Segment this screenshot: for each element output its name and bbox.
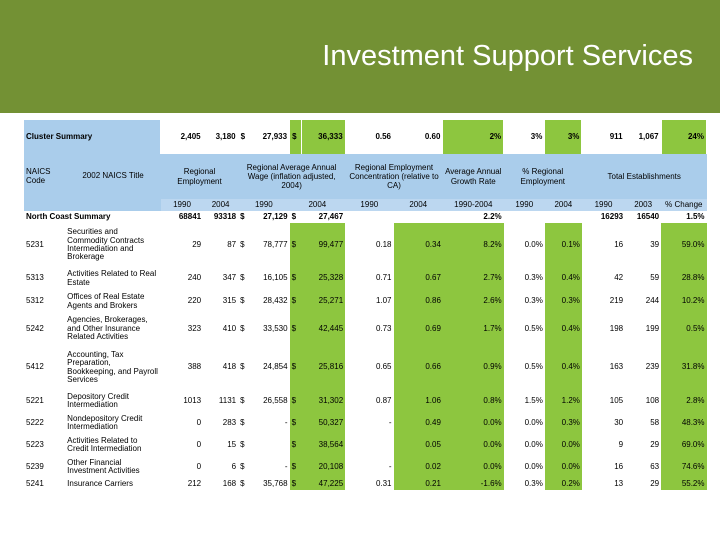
cluster-cell: 3% <box>504 120 545 154</box>
year-label: 1990 <box>161 199 203 211</box>
cell-es03: 199 <box>645 323 660 333</box>
summary-cell: 27,467 <box>318 211 344 221</box>
cluster-cell: $ <box>290 120 302 154</box>
cell-p04: 0.4% <box>545 345 582 390</box>
cell-code: 5239 <box>26 461 44 471</box>
cluster-cell: 24% <box>661 120 706 154</box>
cell-s1: $ <box>240 296 245 306</box>
cell-e04: 1131 <box>218 395 237 405</box>
cell-ch: 31.8% <box>661 345 706 390</box>
cell-es90: 42 <box>614 273 624 283</box>
year-label: % Change <box>661 199 706 211</box>
header-avg-wage: Regional Average Annual Wage (inflation adjusted, 2004) <box>238 154 345 199</box>
title-banner <box>0 0 720 113</box>
table-row <box>24 390 707 412</box>
summary-cell: 16293 <box>600 211 624 221</box>
header-naics-title: 2002 NAICS Title <box>65 154 161 199</box>
cell-c90 <box>345 434 393 456</box>
cell-es03: 29 <box>650 478 660 488</box>
cell-s2: $ <box>290 412 302 434</box>
cell-p90: 0.5% <box>524 323 543 333</box>
cell-code: 5223 <box>26 439 44 449</box>
cell-e04: 283 <box>222 417 237 427</box>
cell-title: Activities Related to Credit Intermediation <box>67 435 142 453</box>
cell-p04: 0.0% <box>545 456 582 478</box>
cell-c04: 1.06 <box>394 390 443 412</box>
cell-s2: $ <box>290 478 302 490</box>
summary-cell: 93318 <box>213 211 237 221</box>
cell-code: 5222 <box>26 417 44 427</box>
cell-gr: 1.7% <box>443 313 504 345</box>
cell-ch: 69.0% <box>661 434 706 456</box>
cluster-cell: 0.60 <box>394 120 443 154</box>
cell-e90: 1013 <box>183 395 202 405</box>
cell-c90: 0.71 <box>375 273 392 283</box>
cell-es90: 198 <box>609 323 624 333</box>
cell-c04: 0.02 <box>394 456 443 478</box>
cell-es03: 244 <box>645 296 660 306</box>
summary-cell: $ <box>291 211 297 221</box>
header-concentration: Regional Employment Concentration (relative to CA) <box>345 154 443 199</box>
cell-s1: $ <box>240 395 245 405</box>
cell-ch: 0.5% <box>661 313 706 345</box>
data-table-container <box>24 120 707 490</box>
cell-c04: 0.34 <box>394 223 443 267</box>
cell-ch: 74.6% <box>661 456 706 478</box>
cell-es03: 108 <box>645 395 660 405</box>
cell-p90: 0.0% <box>524 417 543 427</box>
cell-s2: $ <box>290 434 302 456</box>
cell-ch: 28.8% <box>661 267 706 290</box>
cell-e04: 168 <box>222 478 237 488</box>
cell-c90: - <box>388 417 392 427</box>
cell-c04: 0.21 <box>394 478 443 490</box>
cell-p04: 0.4% <box>545 267 582 290</box>
cell-title: Insurance Carriers <box>67 478 133 488</box>
cell-w90: 24,854 <box>263 362 288 372</box>
cell-s2: $ <box>290 223 302 267</box>
cell-w90: 35,768 <box>263 478 288 488</box>
cell-c04: 0.69 <box>394 313 443 345</box>
table-row <box>24 290 707 313</box>
cell-e90: 323 <box>187 323 202 333</box>
year-label: 1990 <box>504 199 545 211</box>
cluster-cell: 0.56 <box>345 120 393 154</box>
cell-s2: $ <box>290 390 302 412</box>
cell-s2: $ <box>290 456 302 478</box>
north-coast-summary-row <box>24 211 707 223</box>
year-label: 2004 <box>290 199 346 211</box>
cell-code: 5312 <box>26 296 44 306</box>
cell-es03: 63 <box>650 461 660 471</box>
year-label: 1990 <box>345 199 393 211</box>
cell-w04: 25,816 <box>302 345 345 390</box>
table-row <box>24 456 707 478</box>
cell-e90: 212 <box>187 478 202 488</box>
cell-title: Agencies, Brokerages, and Other Insurance Related Activities <box>67 315 148 342</box>
header-regional-employment: Regional Employment <box>161 154 238 199</box>
cluster-cell: 3,180 <box>203 120 238 154</box>
cell-s2: $ <box>290 313 302 345</box>
cluster-cell: $ <box>238 120 250 154</box>
cell-p04: 0.0% <box>545 434 582 456</box>
cell-c90: 0.18 <box>375 239 392 249</box>
cell-title: Offices of Real Estate Agents and Brokers <box>67 292 145 310</box>
cell-s1: $ <box>240 478 245 488</box>
cell-w04: 31,302 <box>302 390 345 412</box>
year-label: 1990 <box>582 199 625 211</box>
cell-e04: 347 <box>222 273 237 283</box>
cell-p04: 0.4% <box>545 313 582 345</box>
table-row <box>24 223 707 267</box>
summary-label: North Coast Summary <box>26 211 111 221</box>
cell-code: 5221 <box>26 395 44 405</box>
cell-gr: 2.6% <box>443 290 504 313</box>
cell-s2: $ <box>290 267 302 290</box>
cluster-cell: 2% <box>443 120 504 154</box>
summary-cell: 16540 <box>636 211 660 221</box>
cell-title: Activities Related to Real Estate <box>67 269 157 287</box>
cell-c90: 0.73 <box>375 323 392 333</box>
cell-w04: 99,477 <box>302 223 345 267</box>
cell-gr: 0.9% <box>443 345 504 390</box>
cell-gr: 0.0% <box>443 412 504 434</box>
cell-p90: 0.3% <box>524 273 543 283</box>
cell-s1: $ <box>240 417 245 427</box>
cell-es90: 105 <box>609 395 624 405</box>
table-row <box>24 434 707 456</box>
cell-title: Other Financial Investment Activities <box>67 457 140 475</box>
cell-c04: 0.49 <box>394 412 443 434</box>
cell-c04: 0.86 <box>394 290 443 313</box>
cell-es90: 163 <box>609 362 624 372</box>
cell-e90: 0 <box>196 461 202 471</box>
cell-p04: 1.2% <box>545 390 582 412</box>
cell-code: 5313 <box>26 273 44 283</box>
header-establishments: Total Establishments <box>582 154 707 199</box>
cell-s2: $ <box>290 345 302 390</box>
cell-gr: 2.7% <box>443 267 504 290</box>
cluster-cell: 36,333 <box>302 120 345 154</box>
cluster-cell: 27,933 <box>250 120 289 154</box>
cell-gr: 0.0% <box>443 456 504 478</box>
cell-w90: 33,530 <box>263 323 288 333</box>
cluster-cell: 2,405 <box>161 120 203 154</box>
cell-p90: 0.3% <box>524 478 543 488</box>
cell-e04: 315 <box>222 296 237 306</box>
cell-es90: 16 <box>614 239 624 249</box>
cell-e90: 220 <box>187 296 202 306</box>
cell-es03: 59 <box>650 273 660 283</box>
cell-e04: 87 <box>227 239 237 249</box>
cell-e90: 0 <box>196 439 202 449</box>
cell-w90: 78,777 <box>263 239 288 249</box>
cell-p04: 0.3% <box>545 412 582 434</box>
cell-w04: 38,564 <box>302 434 345 456</box>
cell-p04: 0.2% <box>545 478 582 490</box>
cell-p04: 0.3% <box>545 290 582 313</box>
header-naics-code: NAICS Code <box>24 154 65 199</box>
cell-title: Securities and Commodity Contracts Intermediation and Brokerage <box>67 227 145 262</box>
cell-e90: 29 <box>192 239 202 249</box>
cell-gr: 8.2% <box>443 223 504 267</box>
cell-es90: 13 <box>614 478 624 488</box>
cell-c90: 1.07 <box>375 296 392 306</box>
cell-p04: 0.1% <box>545 223 582 267</box>
year-label: 2004 <box>394 199 443 211</box>
cell-w04: 25,328 <box>302 267 345 290</box>
cell-c04: 0.05 <box>394 434 443 456</box>
year-label: 1990 <box>238 199 289 211</box>
cell-title: Depository Credit Intermediation <box>67 391 129 409</box>
cell-ch: 10.2% <box>661 290 706 313</box>
cluster-label: Cluster Summary <box>24 120 161 154</box>
cell-e04: 418 <box>222 362 237 372</box>
summary-cell: 2.2% <box>483 211 502 221</box>
header-row <box>24 154 707 199</box>
summary-cell: $ <box>240 211 245 221</box>
header-growth-rate: Average Annual Growth Rate <box>443 154 504 199</box>
cell-w04: 50,327 <box>302 412 345 434</box>
cell-es90: 219 <box>609 296 624 306</box>
cell-code: 5231 <box>26 239 44 249</box>
cell-title: Nondepository Credit Intermediation <box>67 413 143 431</box>
cell-c90: - <box>388 461 392 471</box>
cluster-cell: 911 <box>582 120 625 154</box>
cell-c90: 0.87 <box>375 395 392 405</box>
cell-gr: 0.0% <box>443 434 504 456</box>
cell-s2: $ <box>290 290 302 313</box>
cluster-cell: 3% <box>545 120 582 154</box>
cell-w90: 26,558 <box>263 395 288 405</box>
cell-c04: 0.66 <box>394 345 443 390</box>
table-row <box>24 412 707 434</box>
cell-code: 5412 <box>26 362 44 372</box>
cell-ch: 55.2% <box>661 478 706 490</box>
summary-cell: 68841 <box>178 211 202 221</box>
cell-w04: 42,445 <box>302 313 345 345</box>
cell-title: Accounting, Tax Preparation, Bookkeeping, and Payroll Services <box>67 349 158 384</box>
cell-c90: 0.31 <box>375 478 392 488</box>
cell-ch: 48.3% <box>661 412 706 434</box>
cell-s1: $ <box>240 439 245 449</box>
cell-w90: 16,105 <box>263 273 288 283</box>
year-label: 2004 <box>203 199 238 211</box>
cell-w90: - <box>284 417 288 427</box>
cell-p90: 0.5% <box>524 362 543 372</box>
industry-rows <box>24 223 707 490</box>
table-row <box>24 313 707 345</box>
table-row <box>24 345 707 390</box>
cell-es90: 9 <box>618 439 624 449</box>
table-row <box>24 267 707 290</box>
cell-ch: 2.8% <box>661 390 706 412</box>
cell-s1: $ <box>240 461 245 471</box>
cell-w90: 28,432 <box>263 296 288 306</box>
header-pct-regional: % Regional Employment <box>504 154 582 199</box>
cell-gr: 0.8% <box>443 390 504 412</box>
cell-s1: $ <box>240 239 245 249</box>
year-label: 2004 <box>545 199 582 211</box>
year-label: 1990-2004 <box>443 199 504 211</box>
cell-es03: 39 <box>650 239 660 249</box>
cell-e04: 15 <box>227 439 237 449</box>
cell-s1: $ <box>240 362 245 372</box>
cell-p90: 0.0% <box>524 439 543 449</box>
cell-e04: 6 <box>231 461 237 471</box>
cell-p90: 0.0% <box>524 461 543 471</box>
cell-e90: 0 <box>196 417 202 427</box>
cell-es03: 58 <box>650 417 660 427</box>
cell-p90: 1.5% <box>524 395 543 405</box>
cell-p90: 0.0% <box>524 239 543 249</box>
cell-c90: 0.65 <box>375 362 392 372</box>
summary-cell: 1.5% <box>686 211 705 221</box>
year-row <box>24 199 707 211</box>
cell-p90: 0.3% <box>524 296 543 306</box>
cell-c04: 0.67 <box>394 267 443 290</box>
summary-cell: 27,129 <box>263 211 288 221</box>
table-row <box>24 478 707 490</box>
cell-s1: $ <box>240 323 245 333</box>
cell-code: 5242 <box>26 323 44 333</box>
year-label: 2003 <box>625 199 661 211</box>
cell-w90 <box>250 434 289 456</box>
cluster-summary-row <box>24 120 707 154</box>
cell-gr: -1.6% <box>443 478 504 490</box>
cell-w04: 20,108 <box>302 456 345 478</box>
cell-w90: - <box>284 461 288 471</box>
cell-es03: 29 <box>650 439 660 449</box>
cell-es03: 239 <box>645 362 660 372</box>
industry-table <box>24 120 707 490</box>
page-title: Investment Support Services <box>322 40 693 72</box>
cell-w04: 47,225 <box>302 478 345 490</box>
cell-e90: 240 <box>187 273 202 283</box>
cell-code: 5241 <box>26 478 44 488</box>
cell-ch: 59.0% <box>661 223 706 267</box>
cell-w04: 25,271 <box>302 290 345 313</box>
cell-s1: $ <box>240 273 245 283</box>
cell-es90: 30 <box>614 417 624 427</box>
cluster-cell: 1,067 <box>625 120 661 154</box>
cell-es90: 16 <box>614 461 624 471</box>
cell-e04: 410 <box>222 323 237 333</box>
cell-e90: 388 <box>187 362 202 372</box>
